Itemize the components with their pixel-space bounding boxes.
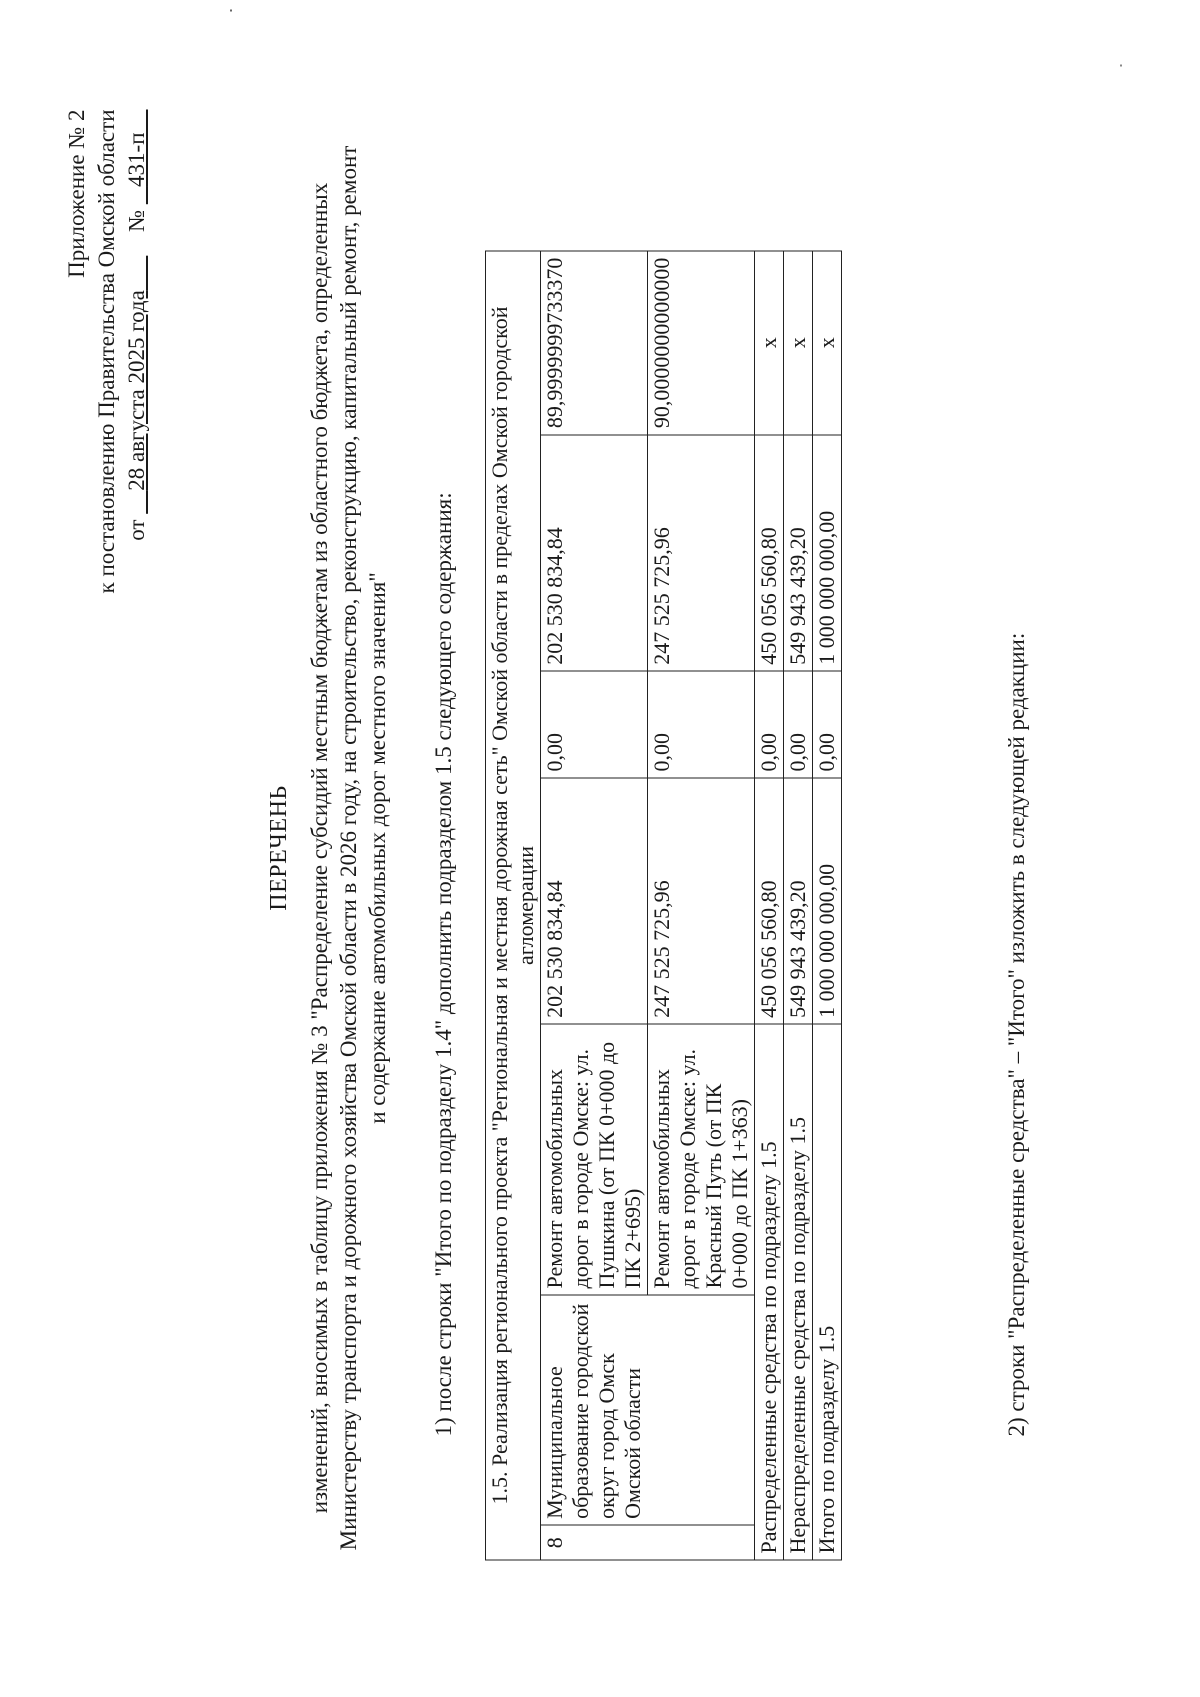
- summary-label: Итого по подразделу 1.5: [813, 1024, 842, 1560]
- summary-share: х: [755, 251, 784, 435]
- object-total: 247 525 725,96: [648, 778, 755, 1024]
- summary-label: Нераспределенные средства по подразделу 1.5: [784, 1024, 813, 1560]
- appendix-resolution: к постановлению Правительства Омской области: [94, 109, 119, 594]
- object-share: 90,0000000000000: [648, 251, 755, 435]
- summary-regional: 450 056 560,80: [755, 435, 784, 672]
- changes-table: [485, 251, 842, 1561]
- change-item-2: 2) строки "Распределенные средства" – "Итого" изложить в следующей редакции:: [1004, 632, 1029, 1437]
- number-value: 431-п: [124, 132, 149, 187]
- summary-row-total: [813, 251, 842, 1560]
- summary-total: 450 056 560,80: [755, 778, 784, 1024]
- object-local: 0,00: [648, 671, 755, 778]
- scan-speck: [230, 10, 232, 12]
- section-header: 1.5. Реализация регионального проекта "Региональная и местная дорожная сеть" Омской области в пределах Омской городской агломерации: [486, 251, 541, 1560]
- appendix-block: [62, 110, 152, 594]
- summary-local: 0,00: [813, 671, 842, 778]
- object-regional: 247 525 725,96: [648, 435, 755, 672]
- change-item-1: 1) после строки "Итого по подразделу 1.4" дополнить подразделом 1.5 следующего содержания:: [431, 492, 456, 1437]
- municipality-cell: Муниципальное образование городской округ город Омск Омской области: [541, 1295, 755, 1525]
- summary-total: 1 000 000 000,00: [813, 778, 842, 1024]
- object-local: 0,00: [541, 671, 648, 778]
- table-row: [541, 251, 648, 1560]
- row-number: 8: [541, 1525, 755, 1560]
- document-title: ПЕРЕЧЕНЬ: [266, 785, 292, 911]
- summary-regional: 549 943 439,20: [784, 435, 813, 672]
- object-total: 202 530 834,84: [541, 778, 648, 1024]
- summary-row-undistributed: [784, 251, 813, 1560]
- summary-regional: 1 000 000 000,00: [813, 435, 842, 672]
- summary-share: х: [784, 251, 813, 435]
- date-value: 28 августа 2025 года: [124, 290, 149, 491]
- object-regional: 202 530 834,84: [541, 435, 648, 672]
- object-name: Ремонт автомобильных дорог в городе Омске: ул. Красный Путь (от ПК 0+000 до ПК 1+363): [648, 1024, 755, 1295]
- summary-local: 0,00: [784, 671, 813, 778]
- object-share: 89,9999999733370: [541, 251, 648, 435]
- section-header-row: [486, 251, 541, 1560]
- scan-speck: [1120, 65, 1122, 67]
- document-subtitle: изменений, вносимых в таблицу приложения № 3 "Распределение субсидий местным бюджетам из областного бюджета, определенных Министерству транспорта и дорожного хозяйства Омской области в 2026 году, на строительство, реконструкцию, капитальный ремонт, ремонт и содержание автомобильных дорог местного значения": [307, 145, 390, 1551]
- object-name: Ремонт автомобильных дорог в городе Омске: ул. Пушкина (от ПК 0+000 до ПК 2+695): [541, 1024, 648, 1295]
- appendix-date-number: [122, 110, 152, 594]
- appendix-title: Приложение № 2: [64, 109, 89, 278]
- date-prefix: от: [124, 519, 149, 541]
- summary-total: 549 943 439,20: [784, 778, 813, 1024]
- summary-local: 0,00: [755, 671, 784, 778]
- summary-row-distributed: [755, 251, 784, 1560]
- summary-label: Распределенные средства по подразделу 1.5: [755, 1024, 784, 1560]
- summary-share: х: [813, 251, 842, 435]
- number-prefix: №: [124, 209, 149, 232]
